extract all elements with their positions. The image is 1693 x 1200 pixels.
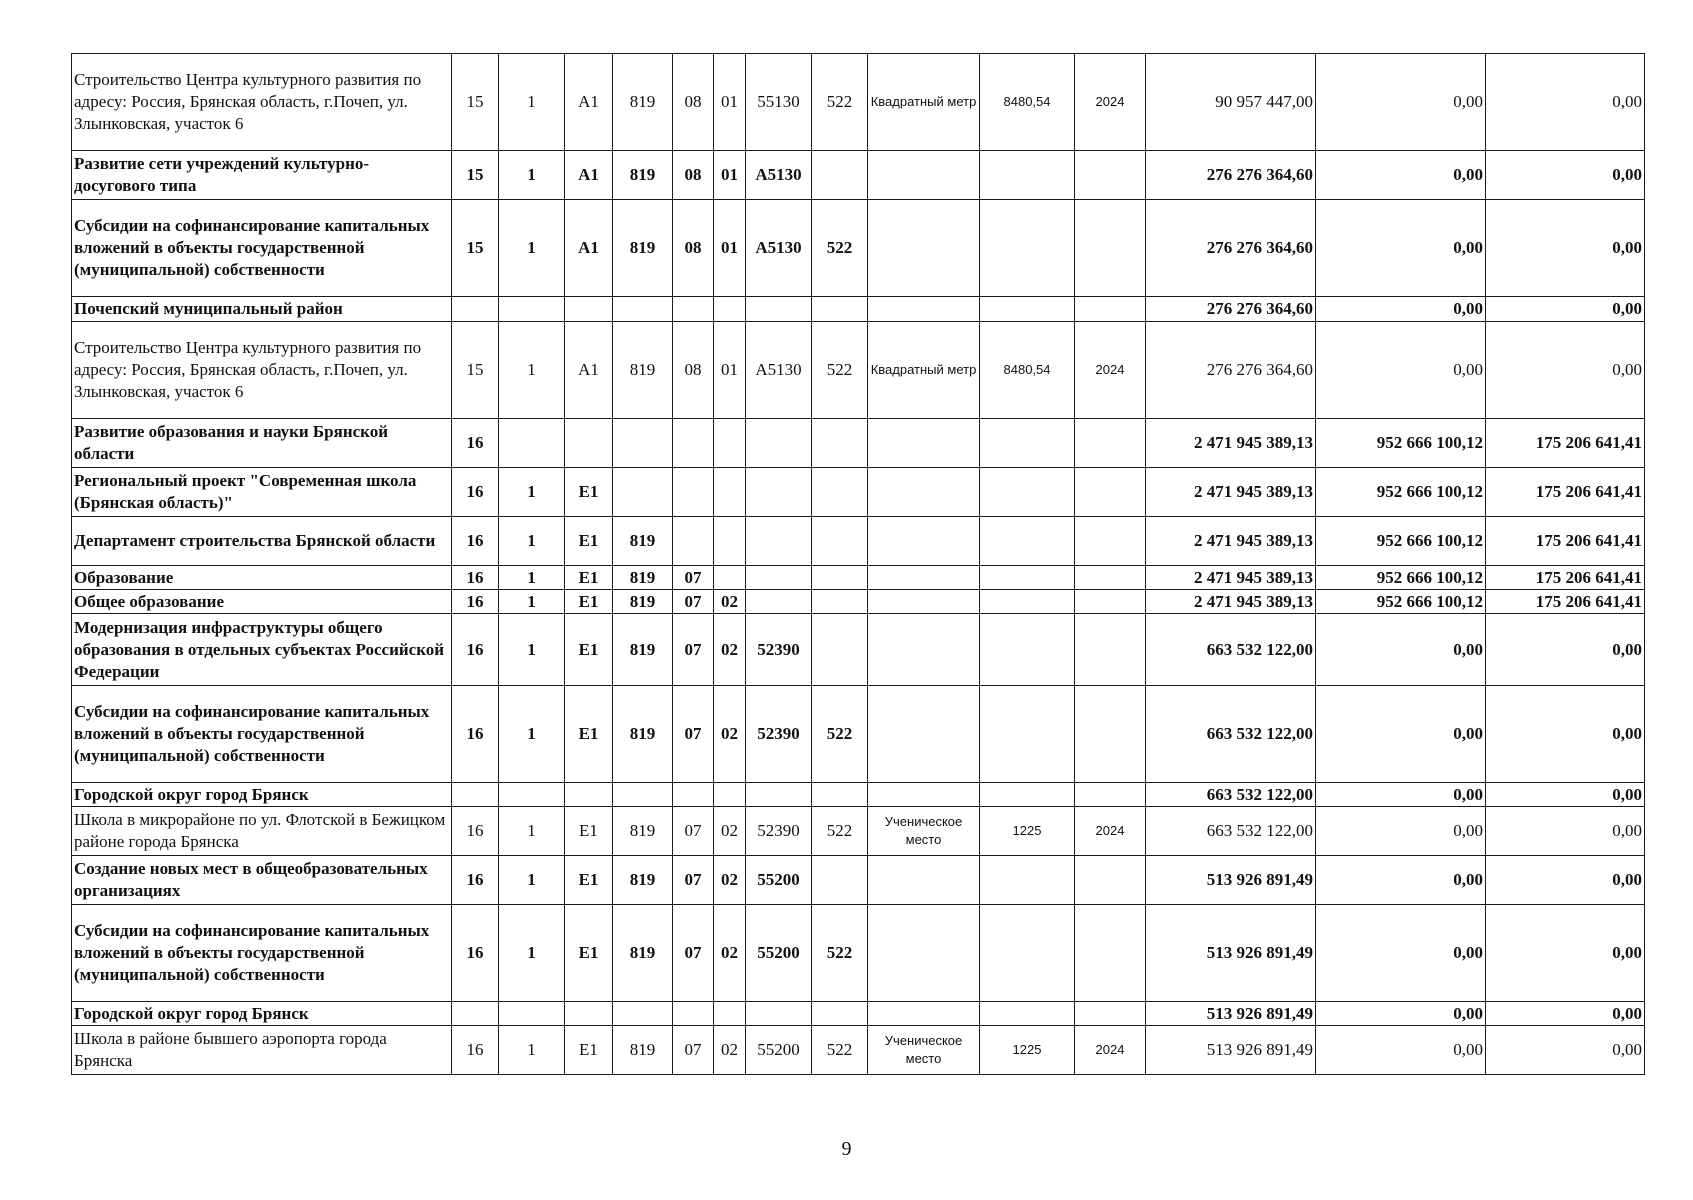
year-cell: 2024 xyxy=(1075,807,1146,856)
year-cell xyxy=(1075,783,1146,807)
amount-year2-cell: 0,00 xyxy=(1316,1026,1486,1075)
unit-cell xyxy=(868,419,980,468)
program-code-cell: 16 xyxy=(452,905,499,1002)
year-cell xyxy=(1075,419,1146,468)
section-code-cell: 07 xyxy=(673,614,714,686)
amount-year2-cell: 0,00 xyxy=(1316,151,1486,200)
amount-year2-cell: 0,00 xyxy=(1316,322,1486,419)
amount-year1-cell: 90 957 447,00 xyxy=(1146,54,1316,151)
subsection-code-cell: 01 xyxy=(714,322,746,419)
amount-year3-cell: 0,00 xyxy=(1486,1026,1645,1075)
direction-code-cell: A5130 xyxy=(746,151,812,200)
subsection-code-cell xyxy=(714,297,746,322)
amount-year3-cell: 0,00 xyxy=(1486,54,1645,151)
year-cell: 2024 xyxy=(1075,54,1146,151)
amount-year2-cell: 952 666 100,12 xyxy=(1316,590,1486,614)
table-row xyxy=(72,686,1645,783)
amount-year1-cell: 276 276 364,60 xyxy=(1146,297,1316,322)
section-code-cell xyxy=(673,783,714,807)
department-code-cell xyxy=(613,1002,673,1026)
subsection-code-cell: 02 xyxy=(714,1026,746,1075)
item-name-cell: Департамент строительства Брянской области xyxy=(72,517,452,566)
year-cell xyxy=(1075,1002,1146,1026)
program-code-cell: 16 xyxy=(452,566,499,590)
item-name-cell: Школа в микрорайоне по ул. Флотской в Бежицком районе города Брянска xyxy=(72,807,452,856)
project-code-cell: A1 xyxy=(565,200,613,297)
direction-code-cell xyxy=(746,1002,812,1026)
subsection-code-cell: 02 xyxy=(714,856,746,905)
department-code-cell: 819 xyxy=(613,517,673,566)
table-row xyxy=(72,905,1645,1002)
direction-code-cell: A5130 xyxy=(746,200,812,297)
subprogram-code-cell: 1 xyxy=(499,200,565,297)
capacity-cell xyxy=(980,856,1075,905)
capacity-cell: 8480,54 xyxy=(980,322,1075,419)
unit-cell xyxy=(868,783,980,807)
unit-cell: Ученическое место xyxy=(868,807,980,856)
section-code-cell: 07 xyxy=(673,905,714,1002)
program-code-cell xyxy=(452,783,499,807)
budget-table xyxy=(71,53,1645,1075)
subprogram-code-cell: 1 xyxy=(499,517,565,566)
year-cell xyxy=(1075,517,1146,566)
amount-year2-cell: 0,00 xyxy=(1316,856,1486,905)
project-code-cell: E1 xyxy=(565,566,613,590)
direction-code-cell xyxy=(746,468,812,517)
direction-code-cell: A5130 xyxy=(746,322,812,419)
subprogram-code-cell xyxy=(499,783,565,807)
program-code-cell xyxy=(452,1002,499,1026)
subsection-code-cell: 02 xyxy=(714,614,746,686)
subsection-code-cell: 02 xyxy=(714,905,746,1002)
project-code-cell xyxy=(565,783,613,807)
item-name-cell: Развитие сети учреждений культурно-досугового типа xyxy=(72,151,452,200)
section-code-cell: 07 xyxy=(673,1026,714,1075)
item-name-cell: Модернизация инфраструктуры общего образования в отдельных субъектах Российской Федерации xyxy=(72,614,452,686)
amount-year3-cell: 0,00 xyxy=(1486,783,1645,807)
department-code-cell: 819 xyxy=(613,151,673,200)
capacity-cell xyxy=(980,468,1075,517)
expense-type-cell xyxy=(812,566,868,590)
section-code-cell: 08 xyxy=(673,54,714,151)
subprogram-code-cell xyxy=(499,419,565,468)
capacity-cell: 1225 xyxy=(980,1026,1075,1075)
direction-code-cell xyxy=(746,297,812,322)
project-code-cell: E1 xyxy=(565,686,613,783)
amount-year1-cell: 276 276 364,60 xyxy=(1146,200,1316,297)
table-row xyxy=(72,54,1645,151)
program-code-cell xyxy=(452,297,499,322)
expense-type-cell xyxy=(812,517,868,566)
subprogram-code-cell: 1 xyxy=(499,686,565,783)
project-code-cell xyxy=(565,419,613,468)
table-row xyxy=(72,151,1645,200)
table-row xyxy=(72,297,1645,322)
table-row xyxy=(72,856,1645,905)
direction-code-cell: 52390 xyxy=(746,614,812,686)
item-name-cell: Строительство Центра культурного развития по адресу: Россия, Брянская область, г.Почеп, ул. Злынковская, участок 6 xyxy=(72,322,452,419)
capacity-cell xyxy=(980,614,1075,686)
expense-type-cell: 522 xyxy=(812,905,868,1002)
year-cell xyxy=(1075,905,1146,1002)
program-code-cell: 15 xyxy=(452,200,499,297)
capacity-cell xyxy=(980,151,1075,200)
unit-cell xyxy=(868,566,980,590)
project-code-cell: E1 xyxy=(565,517,613,566)
project-code-cell: E1 xyxy=(565,614,613,686)
project-code-cell: E1 xyxy=(565,905,613,1002)
amount-year1-cell: 513 926 891,49 xyxy=(1146,905,1316,1002)
capacity-cell: 8480,54 xyxy=(980,54,1075,151)
section-code-cell xyxy=(673,297,714,322)
item-name-cell: Почепский муниципальный район xyxy=(72,297,452,322)
project-code-cell xyxy=(565,297,613,322)
section-code-cell xyxy=(673,1002,714,1026)
table-row xyxy=(72,200,1645,297)
amount-year2-cell: 0,00 xyxy=(1316,297,1486,322)
department-code-cell xyxy=(613,419,673,468)
unit-cell xyxy=(868,200,980,297)
expense-type-cell xyxy=(812,1002,868,1026)
subprogram-code-cell: 1 xyxy=(499,322,565,419)
table-row xyxy=(72,614,1645,686)
amount-year2-cell: 0,00 xyxy=(1316,783,1486,807)
unit-cell: Квадратный метр xyxy=(868,322,980,419)
table-row xyxy=(72,807,1645,856)
table-row xyxy=(72,468,1645,517)
unit-cell xyxy=(868,856,980,905)
unit-cell xyxy=(868,1002,980,1026)
subsection-code-cell: 02 xyxy=(714,807,746,856)
unit-cell: Квадратный метр xyxy=(868,54,980,151)
subprogram-code-cell: 1 xyxy=(499,590,565,614)
direction-code-cell: 52390 xyxy=(746,807,812,856)
year-cell xyxy=(1075,590,1146,614)
section-code-cell: 07 xyxy=(673,856,714,905)
section-code-cell: 08 xyxy=(673,151,714,200)
expense-type-cell: 522 xyxy=(812,686,868,783)
direction-code-cell: 55200 xyxy=(746,1026,812,1075)
subprogram-code-cell: 1 xyxy=(499,614,565,686)
amount-year1-cell: 513 926 891,49 xyxy=(1146,1002,1316,1026)
amount-year2-cell: 0,00 xyxy=(1316,614,1486,686)
program-code-cell: 16 xyxy=(452,468,499,517)
table-body xyxy=(72,54,1645,1075)
subsection-code-cell: 01 xyxy=(714,151,746,200)
amount-year2-cell: 952 666 100,12 xyxy=(1316,566,1486,590)
amount-year2-cell: 952 666 100,12 xyxy=(1316,419,1486,468)
amount-year2-cell: 0,00 xyxy=(1316,54,1486,151)
table-row xyxy=(72,590,1645,614)
direction-code-cell xyxy=(746,590,812,614)
program-code-cell: 16 xyxy=(452,419,499,468)
capacity-cell xyxy=(980,905,1075,1002)
subprogram-code-cell xyxy=(499,297,565,322)
item-name-cell: Субсидии на софинансирование капитальных вложений в объекты государственной (муниципальной) собственности xyxy=(72,905,452,1002)
unit-cell xyxy=(868,614,980,686)
subprogram-code-cell: 1 xyxy=(499,468,565,517)
department-code-cell: 819 xyxy=(613,856,673,905)
program-code-cell: 16 xyxy=(452,590,499,614)
subsection-code-cell xyxy=(714,566,746,590)
amount-year3-cell: 0,00 xyxy=(1486,856,1645,905)
program-code-cell: 16 xyxy=(452,686,499,783)
amount-year1-cell: 2 471 945 389,13 xyxy=(1146,590,1316,614)
capacity-cell xyxy=(980,566,1075,590)
program-code-cell: 15 xyxy=(452,322,499,419)
project-code-cell: E1 xyxy=(565,590,613,614)
section-code-cell: 07 xyxy=(673,566,714,590)
capacity-cell xyxy=(980,419,1075,468)
expense-type-cell xyxy=(812,783,868,807)
amount-year3-cell: 175 206 641,41 xyxy=(1486,590,1645,614)
amount-year3-cell: 0,00 xyxy=(1486,807,1645,856)
amount-year1-cell: 276 276 364,60 xyxy=(1146,322,1316,419)
direction-code-cell: 55200 xyxy=(746,905,812,1002)
direction-code-cell xyxy=(746,783,812,807)
expense-type-cell xyxy=(812,590,868,614)
expense-type-cell: 522 xyxy=(812,200,868,297)
year-cell xyxy=(1075,686,1146,783)
amount-year1-cell: 2 471 945 389,13 xyxy=(1146,419,1316,468)
amount-year2-cell: 0,00 xyxy=(1316,686,1486,783)
amount-year1-cell: 513 926 891,49 xyxy=(1146,856,1316,905)
year-cell xyxy=(1075,856,1146,905)
amount-year1-cell: 2 471 945 389,13 xyxy=(1146,517,1316,566)
amount-year1-cell: 663 532 122,00 xyxy=(1146,614,1316,686)
subsection-code-cell: 01 xyxy=(714,54,746,151)
subprogram-code-cell: 1 xyxy=(499,566,565,590)
subprogram-code-cell xyxy=(499,1002,565,1026)
program-code-cell: 15 xyxy=(452,151,499,200)
expense-type-cell: 522 xyxy=(812,807,868,856)
department-code-cell: 819 xyxy=(613,807,673,856)
subsection-code-cell xyxy=(714,517,746,566)
subprogram-code-cell: 1 xyxy=(499,151,565,200)
capacity-cell xyxy=(980,517,1075,566)
table-row xyxy=(72,322,1645,419)
amount-year2-cell: 0,00 xyxy=(1316,905,1486,1002)
amount-year1-cell: 513 926 891,49 xyxy=(1146,1026,1316,1075)
subsection-code-cell: 01 xyxy=(714,200,746,297)
amount-year2-cell: 0,00 xyxy=(1316,200,1486,297)
amount-year3-cell: 175 206 641,41 xyxy=(1486,468,1645,517)
year-cell xyxy=(1075,468,1146,517)
program-code-cell: 16 xyxy=(452,1026,499,1075)
project-code-cell: E1 xyxy=(565,468,613,517)
page-number: 9 xyxy=(841,1138,852,1160)
amount-year1-cell: 2 471 945 389,13 xyxy=(1146,468,1316,517)
table-row xyxy=(72,1026,1645,1075)
year-cell xyxy=(1075,200,1146,297)
direction-code-cell: 55130 xyxy=(746,54,812,151)
project-code-cell: E1 xyxy=(565,856,613,905)
capacity-cell xyxy=(980,783,1075,807)
department-code-cell: 819 xyxy=(613,686,673,783)
capacity-cell: 1225 xyxy=(980,807,1075,856)
subprogram-code-cell: 1 xyxy=(499,54,565,151)
program-code-cell: 16 xyxy=(452,807,499,856)
amount-year3-cell: 0,00 xyxy=(1486,905,1645,1002)
capacity-cell xyxy=(980,686,1075,783)
item-name-cell: Создание новых мест в общеобразовательных организациях xyxy=(72,856,452,905)
amount-year1-cell: 663 532 122,00 xyxy=(1146,686,1316,783)
item-name-cell: Школа в районе бывшего аэропорта города Брянска xyxy=(72,1026,452,1075)
section-code-cell: 08 xyxy=(673,322,714,419)
amount-year3-cell: 0,00 xyxy=(1486,200,1645,297)
subprogram-code-cell: 1 xyxy=(499,807,565,856)
amount-year3-cell: 0,00 xyxy=(1486,297,1645,322)
unit-cell xyxy=(868,686,980,783)
subsection-code-cell xyxy=(714,468,746,517)
item-name-cell: Образование xyxy=(72,566,452,590)
program-code-cell: 16 xyxy=(452,614,499,686)
section-code-cell: 07 xyxy=(673,590,714,614)
item-name-cell: Субсидии на софинансирование капитальных вложений в объекты государственной (муниципальной) собственности xyxy=(72,200,452,297)
amount-year3-cell: 0,00 xyxy=(1486,151,1645,200)
amount-year3-cell: 0,00 xyxy=(1486,322,1645,419)
amount-year1-cell: 663 532 122,00 xyxy=(1146,783,1316,807)
expense-type-cell: 522 xyxy=(812,54,868,151)
subsection-code-cell xyxy=(714,1002,746,1026)
amount-year3-cell: 175 206 641,41 xyxy=(1486,566,1645,590)
unit-cell xyxy=(868,468,980,517)
amount-year1-cell: 663 532 122,00 xyxy=(1146,807,1316,856)
expense-type-cell: 522 xyxy=(812,1026,868,1075)
expense-type-cell: 522 xyxy=(812,322,868,419)
expense-type-cell xyxy=(812,856,868,905)
expense-type-cell xyxy=(812,468,868,517)
item-name-cell: Городской округ город Брянск xyxy=(72,783,452,807)
unit-cell: Ученическое место xyxy=(868,1026,980,1075)
section-code-cell: 08 xyxy=(673,200,714,297)
unit-cell xyxy=(868,905,980,1002)
capacity-cell xyxy=(980,297,1075,322)
department-code-cell: 819 xyxy=(613,905,673,1002)
amount-year2-cell: 0,00 xyxy=(1316,807,1486,856)
subsection-code-cell: 02 xyxy=(714,686,746,783)
direction-code-cell xyxy=(746,517,812,566)
project-code-cell: E1 xyxy=(565,807,613,856)
direction-code-cell: 55200 xyxy=(746,856,812,905)
item-name-cell: Региональный проект "Современная школа (Брянская область)" xyxy=(72,468,452,517)
program-code-cell: 16 xyxy=(452,856,499,905)
amount-year2-cell: 0,00 xyxy=(1316,1002,1486,1026)
table-row xyxy=(72,419,1645,468)
department-code-cell: 819 xyxy=(613,322,673,419)
subsection-code-cell: 02 xyxy=(714,590,746,614)
table-row xyxy=(72,1002,1645,1026)
amount-year2-cell: 952 666 100,12 xyxy=(1316,517,1486,566)
amount-year3-cell: 0,00 xyxy=(1486,686,1645,783)
program-code-cell: 16 xyxy=(452,517,499,566)
amount-year1-cell: 276 276 364,60 xyxy=(1146,151,1316,200)
table-row xyxy=(72,566,1645,590)
direction-code-cell xyxy=(746,419,812,468)
year-cell: 2024 xyxy=(1075,1026,1146,1075)
year-cell: 2024 xyxy=(1075,322,1146,419)
capacity-cell xyxy=(980,590,1075,614)
section-code-cell xyxy=(673,517,714,566)
item-name-cell: Субсидии на софинансирование капитальных вложений в объекты государственной (муниципальной) собственности xyxy=(72,686,452,783)
amount-year3-cell: 175 206 641,41 xyxy=(1486,419,1645,468)
department-code-cell: 819 xyxy=(613,200,673,297)
item-name-cell: Городской округ город Брянск xyxy=(72,1002,452,1026)
year-cell xyxy=(1075,614,1146,686)
item-name-cell: Общее образование xyxy=(72,590,452,614)
item-name-cell: Строительство Центра культурного развития по адресу: Россия, Брянская область, г.Почеп, ул. Злынковская, участок 6 xyxy=(72,54,452,151)
amount-year3-cell: 175 206 641,41 xyxy=(1486,517,1645,566)
year-cell xyxy=(1075,566,1146,590)
capacity-cell xyxy=(980,200,1075,297)
amount-year1-cell: 2 471 945 389,13 xyxy=(1146,566,1316,590)
amount-year2-cell: 952 666 100,12 xyxy=(1316,468,1486,517)
department-code-cell: 819 xyxy=(613,590,673,614)
department-code-cell: 819 xyxy=(613,54,673,151)
department-code-cell: 819 xyxy=(613,566,673,590)
direction-code-cell xyxy=(746,566,812,590)
unit-cell xyxy=(868,151,980,200)
project-code-cell: A1 xyxy=(565,54,613,151)
project-code-cell: A1 xyxy=(565,151,613,200)
program-code-cell: 15 xyxy=(452,54,499,151)
unit-cell xyxy=(868,517,980,566)
subsection-code-cell xyxy=(714,419,746,468)
expense-type-cell xyxy=(812,151,868,200)
project-code-cell xyxy=(565,1002,613,1026)
section-code-cell: 07 xyxy=(673,807,714,856)
direction-code-cell: 52390 xyxy=(746,686,812,783)
subprogram-code-cell: 1 xyxy=(499,905,565,1002)
table-row xyxy=(72,783,1645,807)
expense-type-cell xyxy=(812,419,868,468)
unit-cell xyxy=(868,297,980,322)
subprogram-code-cell: 1 xyxy=(499,856,565,905)
section-code-cell xyxy=(673,419,714,468)
department-code-cell: 819 xyxy=(613,1026,673,1075)
amount-year3-cell: 0,00 xyxy=(1486,1002,1645,1026)
project-code-cell: A1 xyxy=(565,322,613,419)
year-cell xyxy=(1075,297,1146,322)
item-name-cell: Развитие образования и науки Брянской области xyxy=(72,419,452,468)
unit-cell xyxy=(868,590,980,614)
year-cell xyxy=(1075,151,1146,200)
department-code-cell xyxy=(613,468,673,517)
department-code-cell: 819 xyxy=(613,614,673,686)
section-code-cell xyxy=(673,468,714,517)
subsection-code-cell xyxy=(714,783,746,807)
project-code-cell: E1 xyxy=(565,1026,613,1075)
department-code-cell xyxy=(613,297,673,322)
section-code-cell: 07 xyxy=(673,686,714,783)
department-code-cell xyxy=(613,783,673,807)
table-row xyxy=(72,517,1645,566)
amount-year3-cell: 0,00 xyxy=(1486,614,1645,686)
expense-type-cell xyxy=(812,614,868,686)
expense-type-cell xyxy=(812,297,868,322)
subprogram-code-cell: 1 xyxy=(499,1026,565,1075)
capacity-cell xyxy=(980,1002,1075,1026)
